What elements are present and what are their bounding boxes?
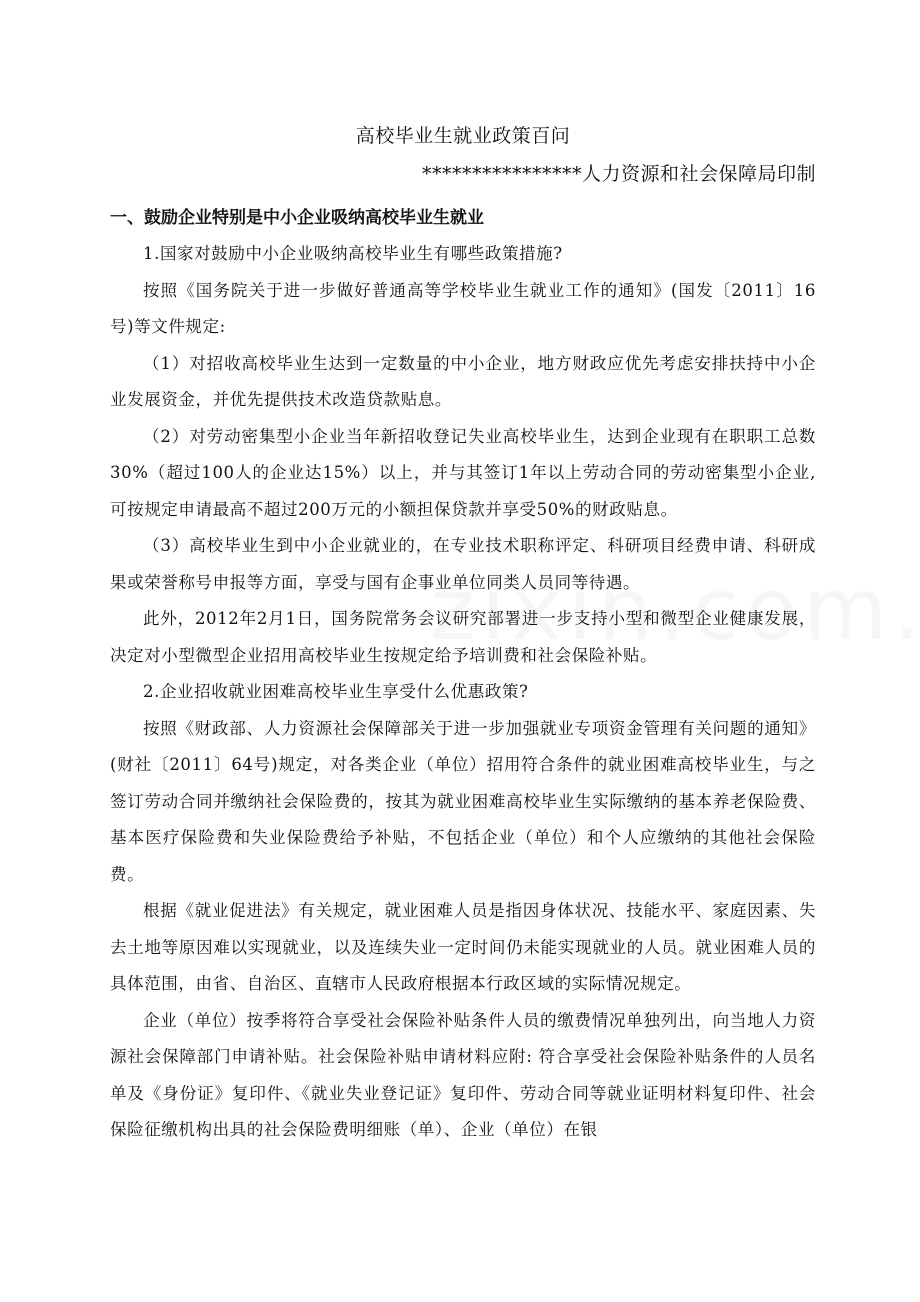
paragraph: 按照《财政部、人力资源社会保障部关于进一步加强就业专项资金管理有关问题的通知》(财社〔2011〕64号)规定，对各类企业（单位）招用符合条件的就业困难高校毕业生，与之签订劳动合同并缴纳社会保险费的，按其为就业困难高校毕业生实际缴纳的基本养老保险费、基本医疗保险费和失业保险费给予补贴，不包括企业（单位）和个人应缴纳的其他社会保险费。 (110, 718, 816, 884)
paragraph: 企业（单位）按季将符合享受社会保险补贴条件人员的缴费情况单独列出，向当地人力资源社会保障部门申请补贴。社会保险补贴申请材料应附: 符合享受社会保险补贴条件的人员名单及《身份证》复印件、《就业失业登记证》复印件、劳动合同等就业证明材料复印件、社会保险征缴机构出具的社会保险费明细账（单）、企业（单位）在银 (110, 1010, 816, 1139)
paragraph: 根据《就业促进法》有关规定，就业困难人员是指因身体状况、技能水平、家庭因素、失去土地等原因难以实现就业，以及连续失业一定时间仍未能实现就业的人员。就业困难人员的具体范围，由省、自治区、直辖市人民政府根据本行政区域的实际情况规定。 (110, 901, 816, 993)
document-page (110, 118, 816, 1149)
question-2: 2.企业招收就业困难高校毕业生享受什么优惠政策? (143, 682, 529, 701)
question-1: 1.国家对鼓励中小企业吸纳高校毕业生有哪些政策措施? (143, 244, 563, 263)
section-heading: 一、鼓励企业特别是中小企业吸纳高校毕业生就业 (110, 208, 484, 228)
document-title: 高校毕业生就业政策百问 (355, 125, 571, 147)
paragraph: 此外，2012年2月1日，国务院常务会议研究部署进一步支持小型和微型企业健康发展，决定对小型微型企业招用高校毕业生按规定给予培训费和社会保险补贴。 (110, 609, 816, 665)
policy-item-1: （1）对招收高校毕业生达到一定数量的中小企业，地方财政应优先考虑安排扶持中小企业发展资金，并优先提供技术改造贷款贴息。 (110, 353, 816, 409)
issuer-line: ****************人力资源和社会保障局印制 (421, 163, 816, 185)
policy-item-2: （2）对劳动密集型小企业当年新招收登记失业高校毕业生，达到企业现有在职职工总数30%（超过100人的企业达15%）以上，并与其签订1年以上劳动合同的劳动密集型小企业,可按规定申请最高不超过200万元的小额担保贷款并享受50%的财政贴息。 (110, 426, 816, 519)
policy-item-3: （3）高校毕业生到中小企业就业的，在专业技术职称评定、科研项目经费申请、科研成果或荣誉称号申报等方面，享受与国有企事业单位同类人员同等待遇。 (110, 536, 816, 592)
paragraph: 按照《国务院关于进一步做好普通高等学校毕业生就业工作的通知》(国发〔2011〕16号)等文件规定: (110, 280, 816, 336)
